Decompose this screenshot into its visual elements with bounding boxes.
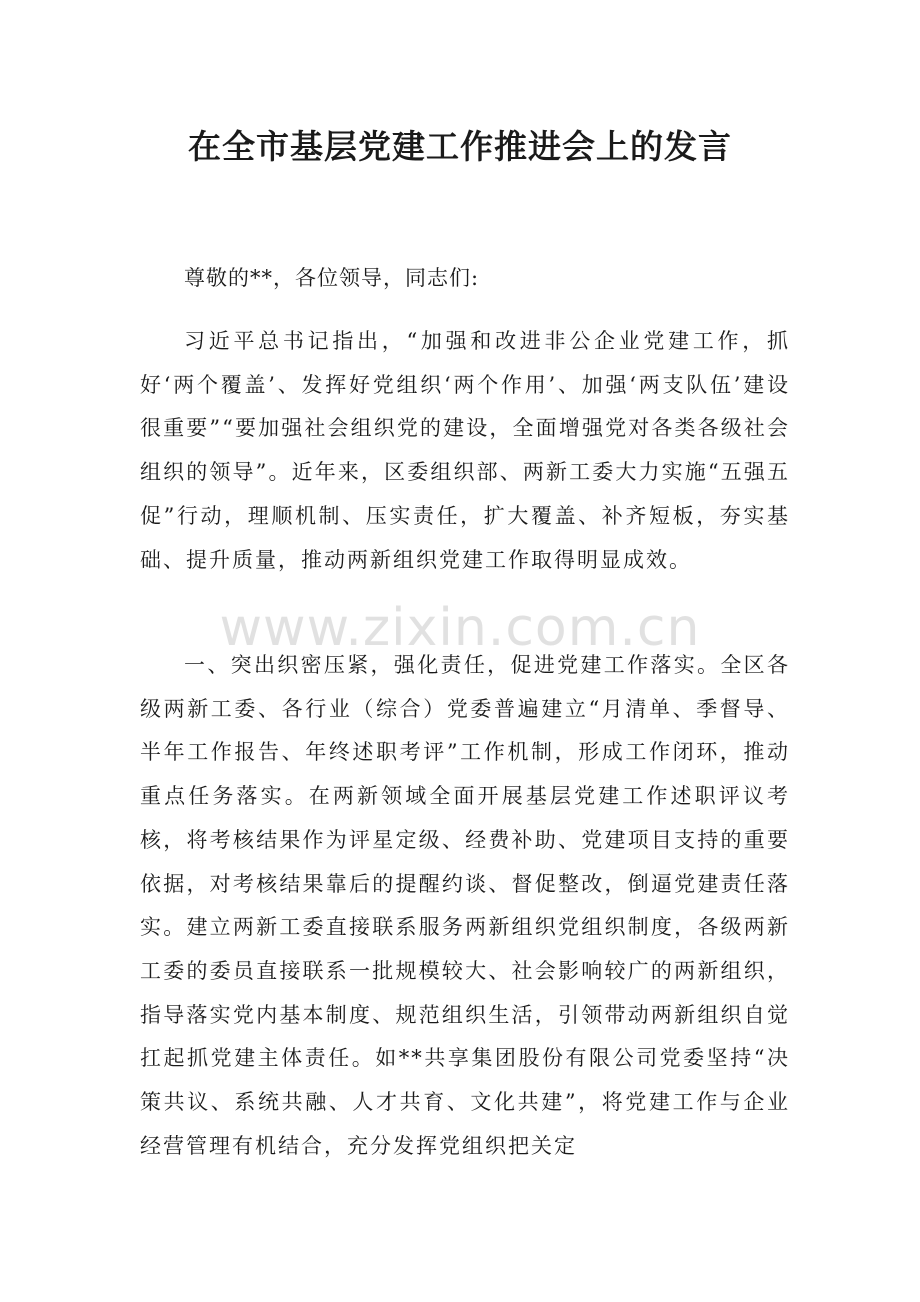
site-watermark: www.zixin.com.cn [219, 598, 701, 658]
document-title: 在全市基层党建工作推进会上的发言 [188, 127, 732, 166]
salutation: 尊敬的**，各位领导，同志们: [184, 266, 480, 290]
body-paragraph-section-one: 一、突出织密压紧，强化责任，促进党建工作落实。全区各级两新工委、各行业（综合）党委普遍建立“月清单、季督导、半年工作报告、年终述职考评”工作机制，形成工作闭环，推动重点任务落实。在两新领域全面开展基层党建工作述职评议考核，将考核结果作为评星定级、经费补助、党建项目支持的重要依据，对考核结果靠后的提醒约谈、督促整改，倒逼党建责任落实。建立两新工委直接联系服务两新组织党组织制度，各级两新工委的委员直接联系一批规模较大、社会影响较广的两新组织，指导落实党内基本制度、规范组织生活，引领带动两新组织自觉扛起抓党建主体责任。如**共享集团股份有限公司党委坚持“决策共议、系统共融、人才共育、文化共建”，将党建工作与企业经营管理有机结合，充分发挥党组织把关定 [140, 653, 790, 1158]
body-paragraph-intro: 习近平总书记指出，“加强和改进非公企业党建工作，抓好‘两个覆盖’、发挥好党组织‘两个作用’、加强‘两支队伍’建设很重要”“要加强社会组织党的建设，全面增强党对各类各级社会组织的领导”。近年来，区委组织部、两新工委大力实施“五强五促”行动，理顺机制、压实责任，扩大覆盖、补齐短板，夯实基础、提升质量，推动两新组织党建工作取得明显成效。 [140, 329, 790, 572]
